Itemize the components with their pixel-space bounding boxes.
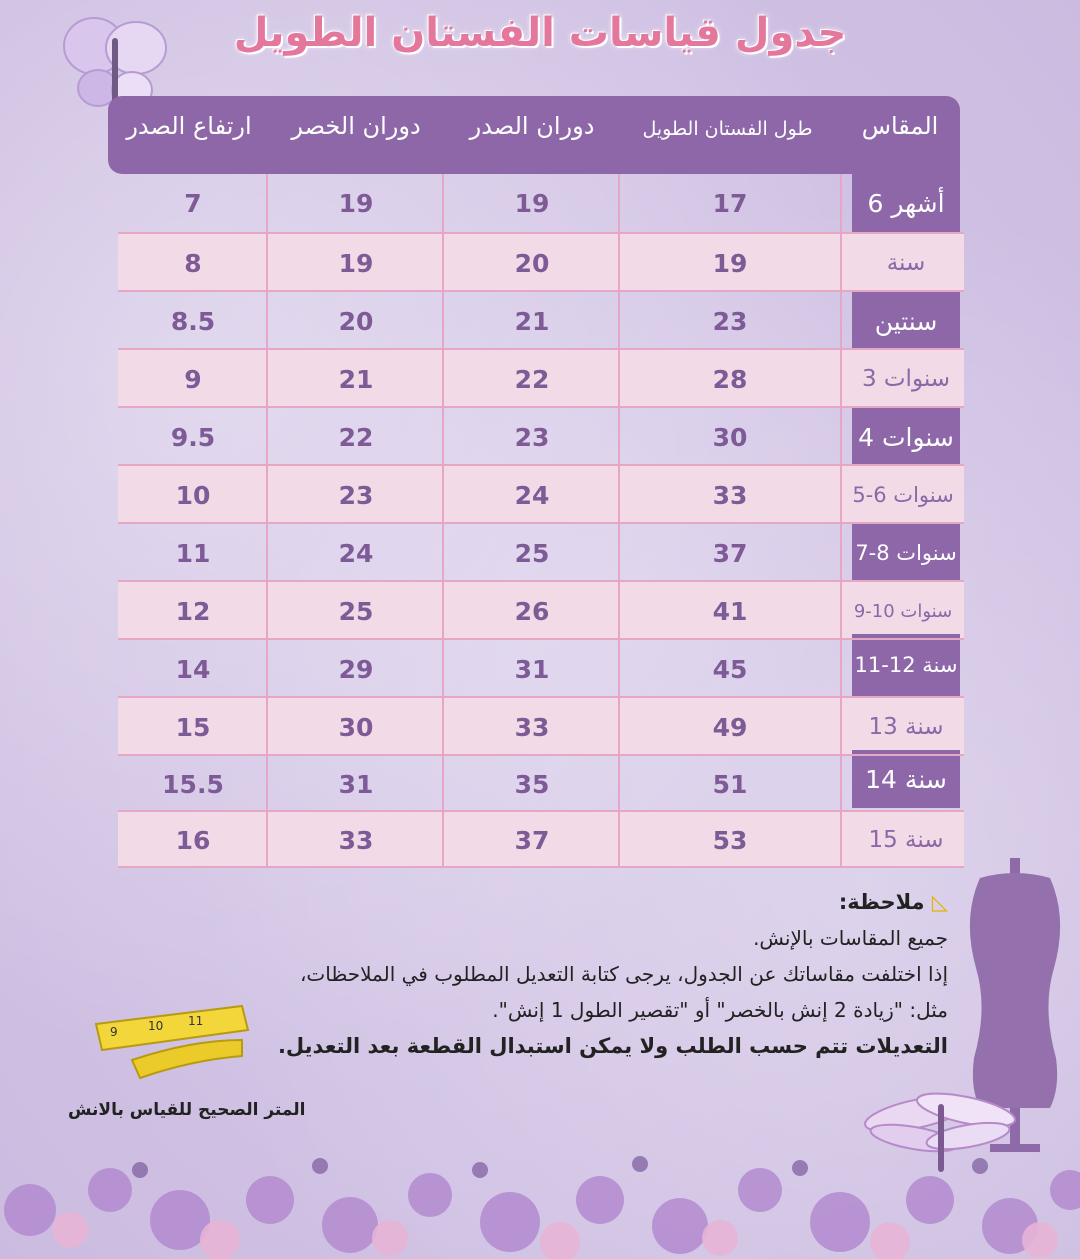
chest-cell: 33: [514, 712, 550, 742]
grid-line: [840, 174, 842, 868]
chest-height-cell: 15: [175, 712, 211, 742]
grid-line: [118, 638, 964, 640]
table-row: [118, 408, 964, 466]
table-row: [118, 466, 964, 524]
length-cell: 17: [712, 188, 748, 218]
grid-line: [118, 696, 964, 698]
length-cell: 19: [712, 248, 748, 278]
size-label: 6 أشهر: [852, 174, 960, 232]
chest-cell: 25: [514, 538, 550, 568]
grid-line: [118, 754, 964, 756]
table-row: [118, 234, 964, 292]
grid-line: [118, 348, 964, 350]
waist-cell: 22: [338, 422, 374, 452]
column-header-size: المقاس: [861, 112, 939, 140]
length-cell: 41: [712, 596, 748, 626]
column-header-waist: دوران الخصر: [291, 112, 421, 140]
chest-height-cell: 7: [184, 188, 202, 218]
grid-line: [118, 406, 964, 408]
table-row: [118, 812, 964, 868]
ruler-icon: ◺: [931, 890, 948, 914]
length-cell: 45: [712, 654, 748, 684]
waist-cell: 19: [338, 248, 374, 278]
waist-cell: 20: [338, 306, 374, 336]
chest-height-cell: 14: [175, 654, 211, 684]
column-header-chest-height: ارتفاع الصدر: [126, 112, 252, 140]
waist-cell: 33: [338, 825, 374, 855]
length-cell: 30: [712, 422, 748, 452]
grid-line: [118, 866, 964, 868]
chest-cell: 23: [514, 422, 550, 452]
waist-cell: 31: [338, 769, 374, 799]
size-label: 15 سنة: [868, 827, 944, 853]
size-label: 5-6 سنوات: [852, 483, 954, 507]
note-line: إذا اختلفت مقاساتك عن الجدول، يرجى كتابة التعديل المطلوب في الملاحظات،: [299, 962, 948, 986]
chest-height-cell: 12: [175, 596, 211, 626]
table-row: [118, 698, 964, 756]
note-line: مثل: "زيادة 2 إنش بالخصر" أو "تقصير الطول 1 إنش".: [492, 998, 948, 1022]
size-label: 4 سنوات: [852, 408, 960, 466]
size-label: 9-10 سنوات: [853, 600, 953, 622]
chest-cell: 19: [514, 188, 550, 218]
chest-height-cell: 11: [175, 538, 211, 568]
notes-heading-text: ملاحظة:: [838, 890, 925, 914]
grid-line: [118, 580, 964, 582]
table-row: [118, 640, 964, 698]
waist-cell: 21: [338, 364, 374, 394]
chest-cell: 24: [514, 480, 550, 510]
table-row: [118, 582, 964, 640]
chest-height-cell: 8: [184, 248, 202, 278]
size-label: سنة: [886, 250, 926, 276]
table-row: [118, 756, 964, 812]
size-label: 3 سنوات: [861, 366, 951, 392]
size-label: 11-12 سنة: [852, 634, 960, 696]
size-label: 13 سنة: [868, 714, 944, 740]
table-row: [118, 524, 964, 582]
table-row: [118, 292, 964, 350]
chest-cell: 20: [514, 248, 550, 278]
column-header-chest: دوران الصدر: [469, 112, 595, 140]
grid-line: [618, 174, 620, 868]
tape-number: 9: [110, 1025, 118, 1039]
chest-height-cell: 8.5: [170, 306, 216, 336]
grid-line: [118, 232, 964, 234]
waist-cell: 24: [338, 538, 374, 568]
waist-cell: 23: [338, 480, 374, 510]
waist-cell: 29: [338, 654, 374, 684]
table-row: [118, 174, 964, 232]
notes-heading: [188, 884, 948, 920]
grid-line: [266, 174, 268, 868]
tape-caption: المتر الصحيح للقياس بالانش: [68, 1100, 306, 1120]
waist-cell: 19: [338, 188, 374, 218]
grid-line: [118, 464, 964, 466]
tape-number: 10: [148, 1019, 164, 1033]
length-cell: 51: [712, 769, 748, 799]
chest-cell: 31: [514, 654, 550, 684]
length-cell: 37: [712, 538, 748, 568]
length-cell: 49: [712, 712, 748, 742]
chest-cell: 22: [514, 364, 550, 394]
length-cell: 33: [712, 480, 748, 510]
page-title: جدول قياسات الفستان الطويل: [233, 10, 847, 56]
tape-number: 11: [188, 1014, 204, 1028]
note-line: التعديلات تتم حسب الطلب ولا يمكن استبدال القطعة بعد التعديل.: [277, 1034, 948, 1058]
column-header-length: طول الفستان الطويل: [642, 118, 813, 140]
length-cell: 23: [712, 306, 748, 336]
grid-line: [118, 810, 964, 812]
grid-line: [118, 290, 964, 292]
waist-cell: 25: [338, 596, 374, 626]
grid-line: [118, 522, 964, 524]
measuring-tape-icon: [92, 1000, 252, 1082]
chest-height-cell: 9: [184, 364, 202, 394]
chest-cell: 26: [514, 596, 550, 626]
chest-height-cell: 16: [175, 825, 211, 855]
size-label: 14 سنة: [852, 750, 960, 808]
grid-line: [442, 174, 444, 868]
chest-cell: 37: [514, 825, 550, 855]
waist-cell: 30: [338, 712, 374, 742]
size-label: 7-8 سنوات: [852, 524, 960, 582]
chest-height-cell: 15.5: [162, 769, 224, 799]
chest-height-cell: 10: [175, 480, 211, 510]
length-cell: 53: [712, 825, 748, 855]
chest-cell: 35: [514, 769, 550, 799]
chest-cell: 21: [514, 306, 550, 336]
table-row: [118, 350, 964, 408]
floral-border: [0, 1130, 1080, 1259]
notes-section: [188, 884, 948, 1064]
size-label: سنتين: [852, 292, 960, 350]
note-line: جميع المقاسات بالإنش.: [753, 926, 948, 950]
chest-height-cell: 9.5: [170, 422, 216, 452]
length-cell: 28: [712, 364, 748, 394]
